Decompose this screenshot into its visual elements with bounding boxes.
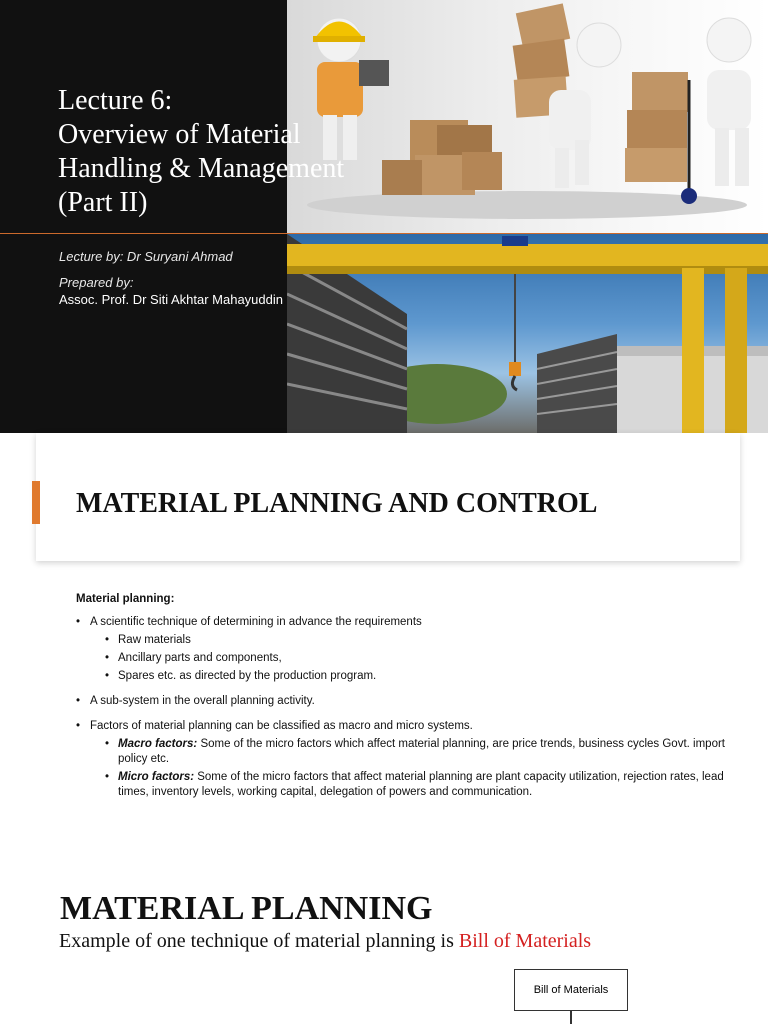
sub-list-item: • Ancillary parts and components,	[76, 651, 736, 666]
lecture-title	[58, 84, 398, 220]
title-line: (Part II)	[58, 187, 148, 218]
list-item: • A scientific technique of determining in advance the requirements	[76, 615, 736, 630]
section-title: MATERIAL PLANNING AND CONTROL	[76, 488, 598, 519]
macro-factors-label: Macro factors:	[118, 738, 198, 750]
sub-list-item: • Spares etc. as directed by the production program.	[76, 669, 736, 684]
macro-factors-item	[76, 737, 736, 767]
lecturer-credit: Lecture by: Dr Suryani Ahmad	[59, 249, 233, 264]
subtitle-text: Example of one technique of material planning is	[59, 930, 459, 952]
author-name: Assoc. Prof. Dr Siti Akhtar Mahayuddin	[59, 292, 283, 307]
title-line: Overview of Material	[58, 119, 301, 150]
material-planning-content	[76, 592, 736, 800]
slide-title: MATERIAL PLANNING	[60, 890, 433, 927]
title-line: Handling & Management	[58, 153, 345, 184]
slide-subtitle	[59, 930, 591, 953]
connector-line	[570, 1011, 572, 1024]
title-line: Lecture 6:	[58, 85, 173, 116]
gantry-crane-image	[287, 234, 768, 433]
prepared-by-label: Prepared by:	[59, 275, 134, 290]
micro-factors-text: Some of the micro factors that affect material planning are plant capacity utilization, rejection rates, lead times, inventory levels, working capital, delegation of powers and communication.	[118, 771, 724, 798]
subtitle-highlight: Bill of Materials	[458, 930, 592, 952]
content-heading: Material planning:	[76, 593, 175, 605]
micro-factors-item	[76, 770, 736, 800]
list-item: • A sub-system in the overall planning activity.	[76, 694, 736, 709]
bill-of-materials-box: Bill of Materials	[514, 969, 628, 1011]
title-slide	[0, 0, 768, 433]
macro-factors-text: Some of the micro factors which affect material planning, are price trends, business cycles Govt. import policy etc.	[118, 738, 725, 765]
micro-factors-label: Micro factors:	[118, 771, 195, 783]
divider-rule	[0, 233, 768, 234]
sub-list-item: • Raw materials	[76, 633, 736, 648]
list-item: • Factors of material planning can be classified as macro and micro systems.	[76, 719, 736, 734]
accent-bar	[32, 481, 40, 524]
